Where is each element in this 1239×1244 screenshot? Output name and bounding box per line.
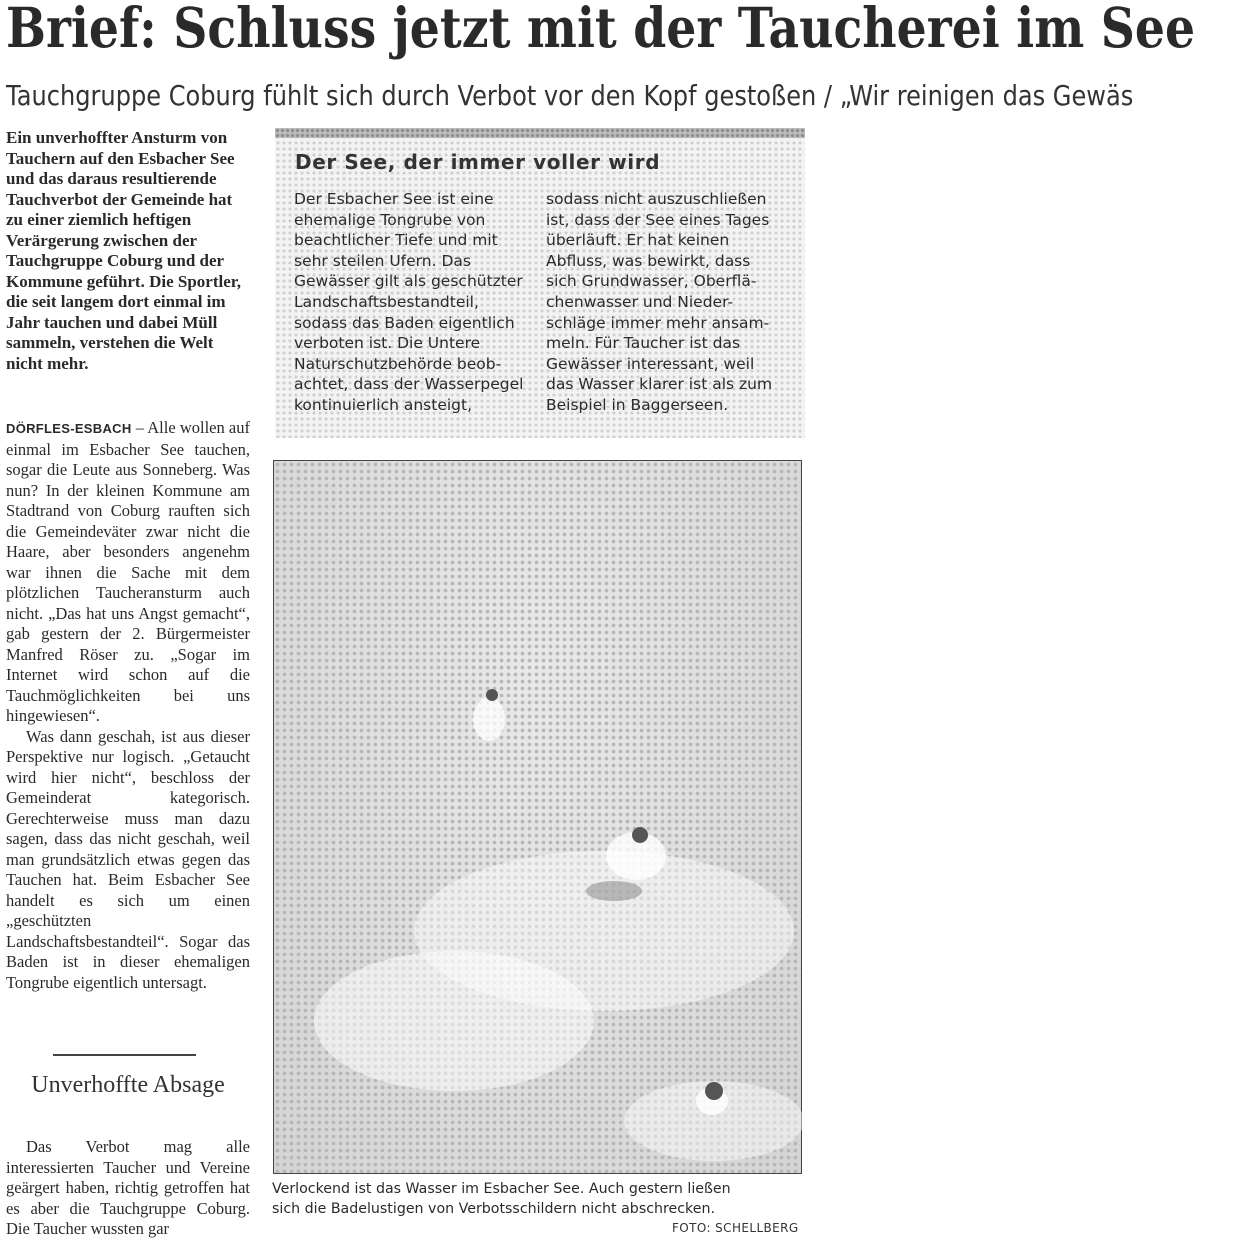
info-box-title: Der See, der immer voller wird [295, 150, 661, 174]
lake-photo [273, 460, 802, 1174]
swimmer [473, 697, 505, 741]
swimmer-head [486, 689, 498, 701]
body-paragraph-3: Das Verbot mag alle interessierten Taucher und Vereine geärgert haben, richtig getroffen hat es aber die Tauchgruppe Coburg. Die Taucher wussten gar [6, 1137, 250, 1238]
body-paragraph-2: Was dann geschah, ist aus dieser Perspektive nur logisch. „Getaucht wird hier nicht“, beschloss der Gemeinderat kategorisch. Gerechterweise muss man dazu sagen, dass das nicht geschah, weil man grundsätzlich etwas gegen das Tauchen hat. Beim Esbacher See handelt es sich um einen „geschützten Landschaftsbestandteil“. Sogar das Baden ist in dieser ehemaligen Tongrube eigentlich untersagt. [6, 726, 250, 992]
photo-credit: FOTO: SCHELLBERG [672, 1221, 799, 1235]
photo-scene [274, 461, 803, 1175]
info-box-column-1: Der Esbacher See ist eine ehemalige Tongrube von beachtlicher Tiefe und mit sehr steilen Ufern. Das Gewässer gilt als geschützter Landschaftsbestandteil, sodass das Baden eigentlich verboten ist. Die Untere Naturschutzbehörde beob- achtet, dass der Wasserpegel kontinuierlich ansteigt, [294, 190, 524, 414]
swimmer-shadow [586, 881, 642, 901]
section-divider [53, 1054, 196, 1056]
dateline: DÖRFLES-ESBACH [6, 421, 132, 436]
lead-paragraph: Ein unverhoffter Ansturm von Tauchern auf den Esbacher See und das daraus resultierende Tauchverbot der Gemeinde hat zu einer ziemlich heftigen Verärgerung zwischen der Tauchgruppe Coburg und der Kommune geführt. Die Sportler, die seit langem dort einmal im Jahr tauchen und dabei Müll sammeln, verstehen die Welt nicht mehr. [6, 128, 241, 373]
swimmer-head [632, 827, 648, 843]
swimmer-head [705, 1082, 723, 1100]
dateline-separator: – [131, 418, 148, 437]
headline: Brief: Schluss jetzt mit der Taucherei im See [6, 0, 1196, 60]
body-paragraph-1 [6, 418, 250, 727]
subheadline: Tauchgruppe Coburg fühlt sich durch Verbot vor den Kopf gestoßen / „Wir reinigen das Gewäs [6, 79, 1134, 112]
body-paragraph-1-text: Alle wollen auf einmal im Esbacher See tauchen, sogar die Leute aus Sonneberg. Was nun? In der kleinen Kommune am Stadtrand von Coburg rauften sich die Gemeindeväter zwar nicht die Haare, aber besonders angenehm war ihnen die Sache mit dem plötzlichen Taucheransturm auch nicht. „Das hat uns Angst gemacht“, gab gestern der 2. Bürgermeister Manfred Röser zu. „Sogar im Internet wird schon auf die Tauchmöglichkeiten bei uns hingewiesen“. [6, 418, 250, 725]
article-body-continued [6, 1137, 250, 1240]
info-box-top-band [275, 128, 805, 138]
subheadline-container [0, 76, 1239, 124]
photo-caption: Verlockend ist das Wasser im Esbacher See. Auch gestern ließen sich die Badelustigen von Verbotsschildern nicht abschrecken. [272, 1181, 731, 1217]
article-body [6, 418, 250, 993]
info-box [275, 128, 805, 438]
water-splash [314, 951, 594, 1091]
section-heading: Unverhoffte Absage [31, 1072, 225, 1098]
info-box-column-2: sodass nicht auszuschließen ist, dass der See eines Tages überläuft. Er hat keinen Abfluss, was bewirkt, dass sich Grundwasser, Oberflä- chenwasser und Nieder- schläge immer mehr ansam- meln. Für Taucher ist das Gewässer interessant, weil das Wasser klarer ist als zum Beispiel in Baggerseen. [546, 190, 773, 414]
